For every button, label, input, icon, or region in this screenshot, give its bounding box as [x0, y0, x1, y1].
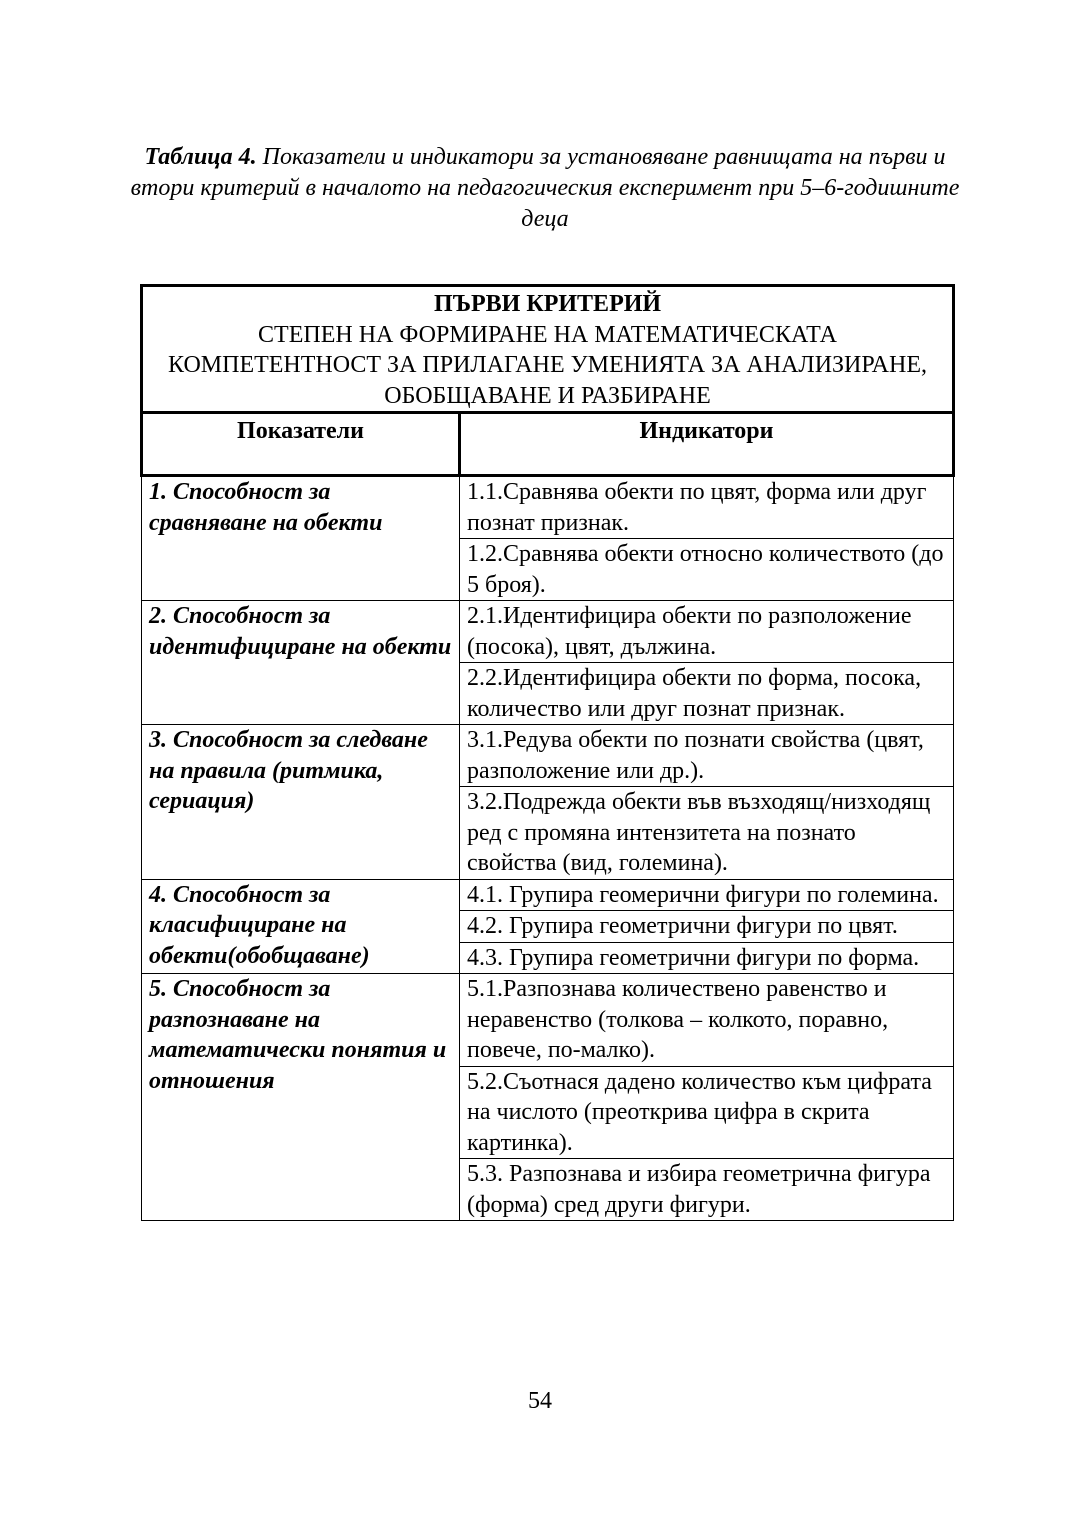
table-caption: [120, 142, 970, 235]
table-row: [142, 601, 954, 663]
indicatori-cell: 1.1.Сравнява обекти по цвят, форма или друг познат признак.: [460, 476, 954, 539]
indicator-cell: 3. Способност за следване на правила (ритмика, сериация): [142, 725, 460, 880]
caption-text: Показатели и индикатори за установяване равнищата на първи и втори критерий в началото на педагогическия експеримент при 5–6-годишните деца: [130, 144, 960, 232]
indicatori-cell: 3.1.Редува обекти по познати свойства (цвят, разположение или др.).: [460, 725, 954, 787]
header-title: ПЪРВИ КРИТЕРИЙ: [433, 291, 662, 317]
column-header-indicators: Показатели: [142, 413, 460, 476]
table-body: [142, 476, 954, 1221]
indicatori-cell: 4.2. Групира геометрични фигури по цвят.: [460, 911, 954, 943]
page-number: 54: [528, 1388, 552, 1414]
caption-label: Таблица 4.: [144, 144, 257, 170]
table-row: [142, 974, 954, 1067]
indicatori-cell: 3.2.Подрежда обекти във възходящ/низходящ ред с промяна интензитета на познато свойства (вид, големина).: [460, 787, 954, 880]
indicator-cell: 2. Способност за идентифициране на обекти: [142, 601, 460, 725]
indicatori-cell: 4.1. Групира геомерични фигури по големина.: [460, 879, 954, 911]
table-row: [142, 725, 954, 787]
indicatori-cell: 5.1.Разпознава количествено равенство и неравенство (толкова – колкото, поравно, повече, по-малко).: [460, 974, 954, 1067]
indicatori-cell: 5.2.Съотнася дадено количество към цифрата на числото (преоткрива цифра в скрита картинка).: [460, 1066, 954, 1159]
indicatori-cell: 2.1.Идентифицира обекти по разположение (посока), цвят, дължина.: [460, 601, 954, 663]
indicator-cell: 1. Способност за сравняване на обекти: [142, 476, 460, 601]
indicator-cell: 5. Способност за разпознаване на математически понятия и отношения: [142, 974, 460, 1221]
indicatori-cell: 5.3. Разпознава и избира геометрична фигура (форма) сред други фигури.: [460, 1159, 954, 1221]
column-header-indicatori: Индикатори: [460, 413, 954, 476]
table-row: [142, 476, 954, 539]
indicator-cell: 4. Способност за класифициране на обекти(обобщаване): [142, 879, 460, 974]
criteria-table: [140, 284, 955, 1221]
indicatori-cell: 2.2.Идентифицира обекти по форма, посока, количество или друг познат признак.: [460, 663, 954, 725]
table-row: [142, 879, 954, 911]
table-header: [142, 286, 954, 413]
header-subtitle: СТЕПЕН НА ФОРМИРАНЕ НА МАТЕМАТИЧЕСКАТА КОМПЕТЕНТНОСТ ЗА ПРИЛАГАНЕ УМЕНИЯТА ЗА АНАЛИЗИРАНЕ, ОБОБЩАВАНЕ И РАЗБИРАНЕ: [168, 321, 927, 409]
indicatori-cell: 4.3. Групира геометрични фигури по форма.: [460, 942, 954, 974]
indicatori-cell: 1.2.Сравнява обекти относно количеството (до 5 броя).: [460, 539, 954, 601]
